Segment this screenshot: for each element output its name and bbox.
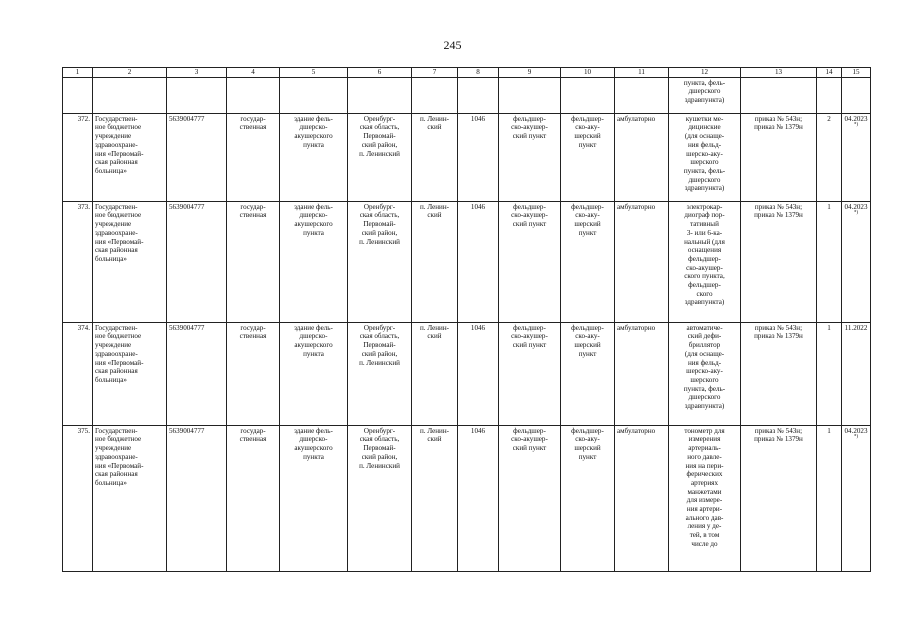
table-cell: 1046 — [458, 113, 499, 201]
date-value: 11.2022 — [844, 323, 868, 332]
table-cell: приказ № 543н; приказ № 1379н — [741, 113, 817, 201]
table-cell: здание фель- дшерско- акушерского пункта — [280, 322, 348, 425]
table-cell — [561, 77, 615, 113]
column-number: 8 — [458, 68, 499, 78]
table-cell — [842, 77, 871, 113]
table-cell — [741, 77, 817, 113]
column-number: 1 — [63, 68, 93, 78]
table-cell: Оренбург- ская область, Первомай- ский район, п. Ленинский — [348, 201, 412, 322]
table-cell: 1046 — [458, 425, 499, 571]
table-cell: 2 — [817, 113, 842, 201]
table-cell: государ- ственная — [227, 201, 280, 322]
table-cell — [842, 322, 871, 425]
table-cell: государ- ственная — [227, 425, 280, 571]
column-number: 13 — [741, 68, 817, 78]
table-cell: здание фель- дшерско- акушерского пункта — [280, 201, 348, 322]
table-cell: фельдшер- ско-аку- шерский пункт — [561, 425, 615, 571]
register-table — [62, 67, 871, 572]
table-cell: п. Ленин- ский — [412, 113, 458, 201]
table-cell: 1 — [817, 322, 842, 425]
table-row — [63, 425, 871, 571]
table-cell: пункта, фель- дшерского здравпункта) — [669, 77, 741, 113]
column-number: 3 — [167, 68, 227, 78]
column-number: 10 — [561, 68, 615, 78]
column-number: 12 — [669, 68, 741, 78]
table-cell: кушетки ме- дицинские (для оснаще- ния фельд- шерско-аку- шерского пункта, фель- дшерского здравпункта) — [669, 113, 741, 201]
table-cell: фельдшер- ско-акушер- ский пункт — [499, 322, 561, 425]
table-cell: Государствен- ное бюджетное учреждение здравоохране- ния «Первомай- ская районная больница» — [93, 201, 167, 322]
column-number: 4 — [227, 68, 280, 78]
table-cell: Государствен- ное бюджетное учреждение здравоохране- ния «Первомай- ская районная больница» — [93, 425, 167, 571]
footnote-mark: *) — [853, 123, 859, 129]
column-number: 2 — [93, 68, 167, 78]
table-cell — [93, 77, 167, 113]
table-cell — [842, 113, 871, 201]
table-cell: здание фель- дшерско- акушерского пункта — [280, 113, 348, 201]
table-cell: приказ № 543н; приказ № 1379н — [741, 201, 817, 322]
date-value: 04.2023 — [844, 426, 868, 435]
row-number: 372. — [63, 113, 93, 201]
table-cell: Государствен- ное бюджетное учреждение здравоохране- ния «Первомай- ская районная больница» — [93, 322, 167, 425]
table-cell: электрокар- диограф пор- тативный 3- или 6-ка- нальный (для оснащения фельдшер- ско-акушер- ского пункта, фельдшер- ского здравпункта) — [669, 201, 741, 322]
table-row — [63, 113, 871, 201]
table-cell — [167, 77, 227, 113]
table-cell: тонометр для измерения артериаль- ного давле- ния на пери- ферических артериях манжетами для измере- ния артери- ального дав- ления у де- тей, в том числе до — [669, 425, 741, 571]
table-cell: государ- ственная — [227, 322, 280, 425]
table-cell: 5639004777 — [167, 201, 227, 322]
table-cell: амбулаторно — [615, 201, 669, 322]
table-cell: приказ № 543н; приказ № 1379н — [741, 425, 817, 571]
table-cell: фельдшер- ско-аку- шерский пункт — [561, 322, 615, 425]
column-number: 15 — [842, 68, 871, 78]
row-number: 373. — [63, 201, 93, 322]
table-cell: п. Ленин- ский — [412, 425, 458, 571]
column-number-row — [63, 68, 871, 78]
footnote-mark: *) — [853, 435, 859, 441]
table-cell: фельдшер- ско-аку- шерский пункт — [561, 201, 615, 322]
row-number: 375. — [63, 425, 93, 571]
continuation-row — [63, 77, 871, 113]
table-cell: 5639004777 — [167, 113, 227, 201]
table-cell — [280, 77, 348, 113]
table-cell — [499, 77, 561, 113]
table-cell: здание фель- дшерско- акушерского пункта — [280, 425, 348, 571]
table-cell: п. Ленин- ский — [412, 322, 458, 425]
table-cell: фельдшер- ско-акушер- ский пункт — [499, 201, 561, 322]
table-cell — [63, 77, 93, 113]
column-number: 11 — [615, 68, 669, 78]
table-cell: 1046 — [458, 201, 499, 322]
row-number: 374. — [63, 322, 93, 425]
table-cell: фельдшер- ско-аку- шерский пункт — [561, 113, 615, 201]
date-value: 04.2023 — [844, 114, 868, 123]
table-cell: приказ № 543н; приказ № 1379н — [741, 322, 817, 425]
table-cell: амбулаторно — [615, 113, 669, 201]
table-row — [63, 322, 871, 425]
table-cell: Оренбург- ская область, Первомай- ский район, п. Ленинский — [348, 322, 412, 425]
table-cell — [615, 77, 669, 113]
column-number: 7 — [412, 68, 458, 78]
table-cell: амбулаторно — [615, 322, 669, 425]
table-cell — [412, 77, 458, 113]
table-cell: 5639004777 — [167, 425, 227, 571]
table-cell — [817, 77, 842, 113]
table-cell: Государствен- ное бюджетное учреждение здравоохране- ния «Первомай- ская районная больница» — [93, 113, 167, 201]
table-cell: фельдшер- ско-акушер- ский пункт — [499, 425, 561, 571]
table-cell: 1 — [817, 425, 842, 571]
table-cell: фельдшер- ско-акушер- ский пункт — [499, 113, 561, 201]
table-cell: п. Ленин- ский — [412, 201, 458, 322]
table-cell: 1 — [817, 201, 842, 322]
column-number: 6 — [348, 68, 412, 78]
table-cell — [227, 77, 280, 113]
table-cell — [348, 77, 412, 113]
column-number: 9 — [499, 68, 561, 78]
table-cell — [842, 425, 871, 571]
table-cell: автоматиче- ский дефи- бриллятор (для оснаще- ния фельд- шерско-аку- шерского пункта, фель- дшерского здравпункта) — [669, 322, 741, 425]
column-number: 14 — [817, 68, 842, 78]
footnote-mark: *) — [853, 211, 859, 217]
table-cell: 1046 — [458, 322, 499, 425]
table-cell — [842, 201, 871, 322]
page-number: 245 — [443, 38, 462, 52]
table-cell — [458, 77, 499, 113]
date-value: 04.2023 — [844, 202, 868, 211]
table-cell: Оренбург- ская область, Первомай- ский район, п. Ленинский — [348, 113, 412, 201]
table-cell: амбулаторно — [615, 425, 669, 571]
table-cell: государ- ственная — [227, 113, 280, 201]
table-cell: Оренбург- ская область, Первомай- ский район, п. Ленинский — [348, 425, 412, 571]
table-row — [63, 201, 871, 322]
column-number: 5 — [280, 68, 348, 78]
table-cell: 5639004777 — [167, 322, 227, 425]
